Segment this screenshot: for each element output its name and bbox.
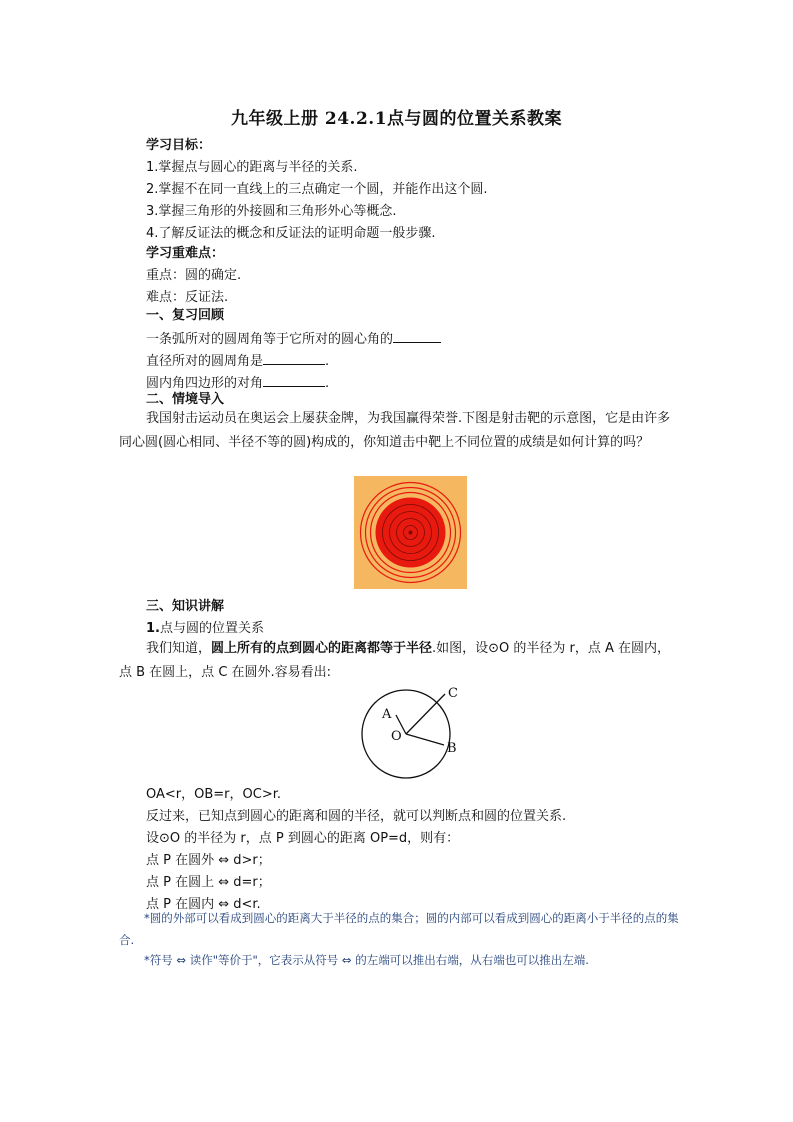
segment-ob [406, 734, 444, 745]
review-line-3-end: . [325, 376, 330, 391]
subheading-number: 1. [146, 621, 160, 636]
relation-on: 点 P 在圆上 ⇔ d=r； [146, 875, 271, 890]
review-line-1-text: 一条弧所对的圆周角等于它所对的圆心角的 [146, 332, 394, 347]
objective-item-1: 1.掌握点与圆心的距离与半径的关系. [146, 160, 358, 175]
point-circle-diagram [356, 682, 466, 782]
answer-blank [263, 350, 325, 365]
document-title: 九年级上册 24.2.1点与圆的位置关系教案 [230, 109, 563, 129]
objective-item-3: 3.掌握三角形的外接圆和三角形外心等概念. [146, 204, 397, 219]
knowledge-heading: 三、知识讲解 [146, 599, 225, 614]
intro-heading: 二、情境导入 [146, 392, 225, 407]
label-b: B [447, 741, 457, 756]
paragraph-emphasis: 圆上所有的点到圆心的距离都等于半径 [211, 641, 433, 656]
answer-blank [393, 328, 441, 343]
paragraph-start: 我们知道， [146, 641, 212, 656]
segment-oc [406, 694, 445, 734]
key-point-difficulty: 难点：反证法. [146, 290, 229, 305]
knowledge-subheading [146, 619, 686, 639]
relations-line: OA<r，OB=r，OC>r. [146, 787, 282, 802]
converse-line: 反过来，已知点到圆心的距离和圆的半径，就可以判断点和圆的位置关系. [146, 809, 567, 824]
review-line-2 [146, 350, 686, 372]
review-line-1 [146, 328, 686, 350]
review-heading: 一、复习回顾 [146, 308, 225, 323]
knowledge-paragraph [119, 637, 679, 685]
objectives-heading: 学习目标： [146, 138, 212, 153]
shooting-target-image [354, 476, 467, 589]
review-line-2-text: 直径所对的圆周角是 [146, 354, 264, 369]
objective-item-2: 2.掌握不在同一直线上的三点确定一个圆，并能作出这个圆. [146, 182, 488, 197]
relation-inside: 点 P 在圆内 ⇔ d<r. [146, 897, 261, 912]
relation-outside: 点 P 在圆外 ⇔ d>r； [146, 853, 271, 868]
subheading-text: 点与圆的位置关系 [159, 621, 264, 636]
target-bullseye [409, 531, 413, 535]
label-c: C [448, 686, 458, 701]
label-o: O [391, 729, 402, 744]
intro-paragraph: 我国射击运动员在奥运会上屡获金牌，为我国赢得荣誉.下图是射击靶的示意图，它是由许多同心圆(圆心相同、半径不等的圆)构成的，你知道击中靶上不同位置的成绩是如何计算的吗？ [119, 411, 671, 450]
paragraph-end: .如图，设⊙O 的半径为 r，点 A 在圆内，点 B 在圆上，点 C 在圆外.容易看出: [119, 641, 671, 680]
key-point-focus: 重点：圆的确定. [146, 268, 242, 283]
objective-item-4: 4.了解反证法的概念和反证法的证明命题一般步骤. [146, 226, 436, 241]
note-equivalence: *符号 ⇔ 读作"等价于"，它表示从符号 ⇔ 的左端可以推出右端，从右端也可以推出左端. [144, 953, 589, 967]
review-line-2-end: . [325, 354, 330, 369]
answer-blank [263, 372, 325, 387]
setup-line: 设⊙O 的半径为 r，点 P 到圆心的距离 OP=d，则有： [146, 831, 460, 846]
review-line-3-text: 圆内角四边形的对角 [146, 376, 264, 391]
key-points-heading: 学习重难点： [146, 246, 225, 261]
label-a: A [382, 707, 392, 722]
note-sets: *圆的外部可以看成到圆心的距离大于半径的点的集合；圆的内部可以看成到圆心的距离小于半径的点的集合. [119, 911, 679, 947]
